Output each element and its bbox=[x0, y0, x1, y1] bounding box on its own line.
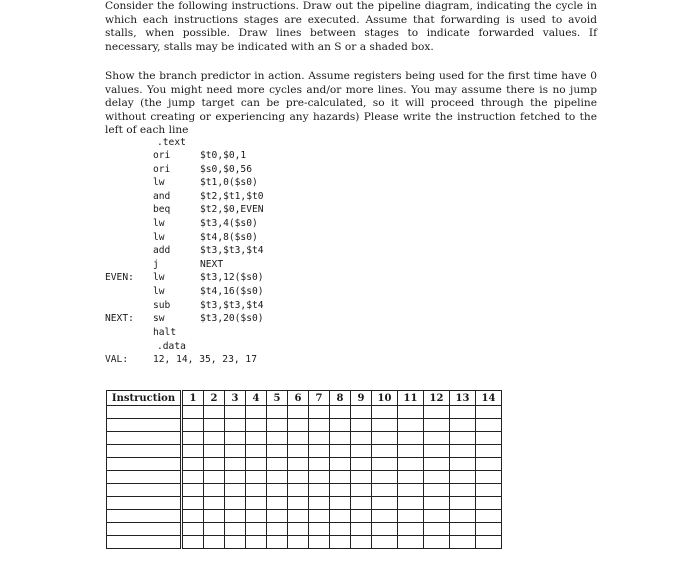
cycle-cell[interactable] bbox=[476, 536, 502, 549]
instruction-cell[interactable] bbox=[107, 419, 182, 432]
cycle-cell[interactable] bbox=[372, 510, 398, 523]
cycle-cell[interactable] bbox=[225, 432, 246, 445]
code-opcode: ori bbox=[153, 163, 171, 175]
cycle-cell[interactable] bbox=[204, 445, 225, 458]
cycle-cell[interactable] bbox=[288, 445, 309, 458]
cycle-cell[interactable] bbox=[309, 484, 330, 497]
code-opcode: lw bbox=[153, 286, 165, 297]
cycle-cell[interactable] bbox=[450, 445, 476, 458]
cycle-cell[interactable] bbox=[372, 497, 398, 510]
instruction-cell[interactable] bbox=[107, 432, 182, 445]
cycle-cell[interactable] bbox=[330, 536, 351, 549]
cycle-cell[interactable] bbox=[204, 471, 225, 484]
cycle-cell[interactable] bbox=[398, 523, 424, 536]
cycle-cell[interactable] bbox=[351, 445, 372, 458]
code-operands: $t2,$0,EVEN bbox=[200, 204, 264, 216]
cycle-cell[interactable] bbox=[204, 523, 225, 536]
cycle-cell[interactable] bbox=[267, 536, 288, 549]
code-opcode: lw bbox=[153, 272, 165, 284]
code-opcode: lw bbox=[153, 231, 165, 243]
cycle-header: 1 bbox=[182, 391, 204, 406]
cycle-cell[interactable] bbox=[351, 458, 372, 471]
cycle-cell[interactable] bbox=[267, 523, 288, 536]
cycle-cell[interactable] bbox=[182, 471, 204, 484]
table-row bbox=[107, 510, 502, 523]
cycle-cell[interactable] bbox=[351, 484, 372, 497]
cycle-cell[interactable] bbox=[246, 471, 267, 484]
table-header-row bbox=[107, 391, 502, 406]
cycle-cell[interactable] bbox=[424, 523, 450, 536]
cycle-cell[interactable] bbox=[398, 445, 424, 458]
table-row bbox=[107, 497, 502, 510]
cycle-cell[interactable] bbox=[267, 445, 288, 458]
cycle-cell[interactable] bbox=[398, 536, 424, 549]
cycle-cell[interactable] bbox=[351, 471, 372, 484]
val-values: 12, 14, 35, 23, 17 bbox=[153, 354, 257, 365]
code-opcode: add bbox=[153, 245, 171, 257]
cycle-cell[interactable] bbox=[225, 471, 246, 484]
code-opcode: and bbox=[153, 190, 171, 202]
code-operands: $t4,8($s0) bbox=[200, 231, 258, 243]
cycle-cell[interactable] bbox=[330, 432, 351, 445]
cycle-cell[interactable] bbox=[246, 419, 267, 432]
cycle-header: 9 bbox=[351, 391, 372, 406]
cycle-cell[interactable] bbox=[267, 419, 288, 432]
cycle-header: 13 bbox=[450, 391, 476, 406]
instruction-cell[interactable] bbox=[107, 484, 182, 497]
cycle-cell[interactable] bbox=[309, 523, 330, 536]
cycle-cell[interactable] bbox=[330, 458, 351, 471]
cycle-cell[interactable] bbox=[288, 458, 309, 471]
cycle-cell[interactable] bbox=[476, 419, 502, 432]
cycle-header: 5 bbox=[267, 391, 288, 406]
cycle-cell[interactable] bbox=[398, 458, 424, 471]
cycle-cell[interactable] bbox=[476, 406, 502, 419]
text-directive: .text bbox=[157, 137, 186, 148]
cycle-cell[interactable] bbox=[246, 497, 267, 510]
cycle-cell[interactable] bbox=[204, 536, 225, 549]
cycle-header: 3 bbox=[225, 391, 246, 406]
cycle-cell[interactable] bbox=[372, 458, 398, 471]
cycle-cell[interactable] bbox=[225, 523, 246, 536]
cycle-cell[interactable] bbox=[398, 484, 424, 497]
cycle-cell[interactable] bbox=[246, 406, 267, 419]
cycle-cell[interactable] bbox=[398, 406, 424, 419]
cycle-cell[interactable] bbox=[372, 406, 398, 419]
cycle-cell[interactable] bbox=[246, 432, 267, 445]
cycle-cell[interactable] bbox=[225, 510, 246, 523]
cycle-header: 11 bbox=[398, 391, 424, 406]
cycle-cell[interactable] bbox=[398, 497, 424, 510]
cycle-cell[interactable] bbox=[450, 536, 476, 549]
cycle-header: 2 bbox=[204, 391, 225, 406]
cycle-cell[interactable] bbox=[246, 458, 267, 471]
cycle-cell[interactable] bbox=[330, 406, 351, 419]
code-operands: $t3,4($s0) bbox=[200, 218, 258, 229]
cycle-cell[interactable] bbox=[424, 406, 450, 419]
cycle-cell[interactable] bbox=[267, 510, 288, 523]
cycle-cell[interactable] bbox=[182, 536, 204, 549]
cycle-cell[interactable] bbox=[288, 523, 309, 536]
cycle-cell[interactable] bbox=[225, 419, 246, 432]
cycle-cell[interactable] bbox=[309, 458, 330, 471]
cycle-cell[interactable] bbox=[288, 536, 309, 549]
cycle-cell[interactable] bbox=[330, 445, 351, 458]
cycle-cell[interactable] bbox=[450, 471, 476, 484]
cycle-cell[interactable] bbox=[204, 458, 225, 471]
code-opcode: halt bbox=[153, 326, 177, 338]
val-label: VAL: bbox=[105, 354, 129, 365]
cycle-cell[interactable] bbox=[204, 432, 225, 445]
code-opcode: lw bbox=[153, 177, 165, 189]
cycle-cell[interactable] bbox=[424, 445, 450, 458]
table-row bbox=[107, 432, 502, 445]
cycle-cell[interactable] bbox=[309, 419, 330, 432]
cycle-header: 6 bbox=[288, 391, 309, 406]
cycle-cell[interactable] bbox=[476, 445, 502, 458]
cycle-cell[interactable] bbox=[309, 432, 330, 445]
cycle-cell[interactable] bbox=[246, 510, 267, 523]
cycle-cell[interactable] bbox=[267, 406, 288, 419]
cycle-cell[interactable] bbox=[372, 432, 398, 445]
instruction-cell[interactable] bbox=[107, 510, 182, 523]
cycle-cell[interactable] bbox=[182, 419, 204, 432]
cycle-cell[interactable] bbox=[288, 510, 309, 523]
cycle-cell[interactable] bbox=[476, 523, 502, 536]
cycle-cell[interactable] bbox=[182, 497, 204, 510]
cycle-cell[interactable] bbox=[398, 432, 424, 445]
table-row bbox=[107, 523, 502, 536]
table-row bbox=[107, 471, 502, 484]
cycle-cell[interactable] bbox=[246, 484, 267, 497]
cycle-cell[interactable] bbox=[476, 484, 502, 497]
cycle-cell[interactable] bbox=[182, 484, 204, 497]
instruction-cell[interactable] bbox=[107, 471, 182, 484]
table-row bbox=[107, 536, 502, 549]
code-operands: $t3,$t3,$t4 bbox=[200, 245, 264, 257]
cycle-cell[interactable] bbox=[476, 471, 502, 484]
table-row bbox=[107, 458, 502, 471]
table-row bbox=[107, 419, 502, 432]
cycle-cell[interactable] bbox=[398, 510, 424, 523]
cycle-cell[interactable] bbox=[351, 536, 372, 549]
cycle-cell[interactable] bbox=[225, 484, 246, 497]
instruction-cell[interactable] bbox=[107, 497, 182, 510]
cycle-cell[interactable] bbox=[246, 536, 267, 549]
cycle-cell[interactable] bbox=[267, 497, 288, 510]
cycle-cell[interactable] bbox=[288, 484, 309, 497]
cycle-cell[interactable] bbox=[204, 510, 225, 523]
cycle-cell[interactable] bbox=[267, 458, 288, 471]
cycle-cell[interactable] bbox=[288, 497, 309, 510]
pipeline-diagram-table bbox=[106, 390, 502, 549]
cycle-cell[interactable] bbox=[351, 510, 372, 523]
table-row bbox=[107, 445, 502, 458]
instruction-cell[interactable] bbox=[107, 406, 182, 419]
cycle-cell[interactable] bbox=[330, 484, 351, 497]
code-operands: $t3,$t3,$t4 bbox=[200, 299, 264, 311]
cycle-header: 8 bbox=[330, 391, 351, 406]
code-opcode: sub bbox=[153, 299, 171, 311]
cycle-cell[interactable] bbox=[267, 432, 288, 445]
cycle-cell[interactable] bbox=[204, 497, 225, 510]
cycle-cell[interactable] bbox=[288, 432, 309, 445]
cycle-cell[interactable] bbox=[309, 406, 330, 419]
cycle-cell[interactable] bbox=[246, 445, 267, 458]
cycle-cell[interactable] bbox=[330, 419, 351, 432]
problem-paragraph-1: Consider the following instructions. Draw out the pipeline diagram, indicating the cycle in which each instructions stages are executed. Assume that forwarding is used to avoid stalls, when possible. Draw lines between stages to indicate forwarded values. If necessary, stalls may be indicated with an S or a shaded box. bbox=[105, 0, 597, 53]
code-label: NEXT: bbox=[105, 313, 134, 325]
table-row bbox=[107, 406, 502, 419]
instruction-cell[interactable] bbox=[107, 523, 182, 536]
cycle-cell[interactable] bbox=[450, 484, 476, 497]
cycle-cell[interactable] bbox=[351, 419, 372, 432]
cycle-cell[interactable] bbox=[288, 406, 309, 419]
cycle-cell[interactable] bbox=[372, 445, 398, 458]
cycle-cell[interactable] bbox=[450, 432, 476, 445]
cycle-cell[interactable] bbox=[372, 536, 398, 549]
cycle-cell[interactable] bbox=[330, 523, 351, 536]
code-operands: $t4,16($s0) bbox=[200, 286, 264, 297]
cycle-cell[interactable] bbox=[424, 458, 450, 471]
cycle-cell[interactable] bbox=[225, 445, 246, 458]
code-operands: $t1,0($s0) bbox=[200, 177, 258, 189]
code-operands: $t3,20($s0) bbox=[200, 313, 264, 325]
code-operands: NEXT bbox=[200, 258, 224, 270]
cycle-cell[interactable] bbox=[424, 536, 450, 549]
cycle-cell[interactable] bbox=[330, 510, 351, 523]
cycle-cell[interactable] bbox=[424, 510, 450, 523]
cycle-cell[interactable] bbox=[246, 523, 267, 536]
cycle-cell[interactable] bbox=[182, 523, 204, 536]
code-operands: $t2,$t1,$t0 bbox=[200, 190, 264, 202]
cycle-header: 4 bbox=[246, 391, 267, 406]
code-opcode: j bbox=[153, 258, 159, 270]
cycle-cell[interactable] bbox=[351, 432, 372, 445]
cycle-cell[interactable] bbox=[450, 510, 476, 523]
cycle-cell[interactable] bbox=[204, 406, 225, 419]
cycle-cell[interactable] bbox=[372, 471, 398, 484]
cycle-cell[interactable] bbox=[309, 445, 330, 458]
cycle-cell[interactable] bbox=[450, 523, 476, 536]
cycle-cell[interactable] bbox=[450, 419, 476, 432]
cycle-cell[interactable] bbox=[288, 471, 309, 484]
cycle-cell[interactable] bbox=[309, 497, 330, 510]
table-row bbox=[107, 484, 502, 497]
cycle-cell[interactable] bbox=[424, 432, 450, 445]
instruction-cell[interactable] bbox=[107, 458, 182, 471]
code-opcode: sw bbox=[153, 313, 165, 325]
code-label: EVEN: bbox=[105, 272, 134, 284]
code-opcode: beq bbox=[153, 204, 171, 216]
cycle-cell[interactable] bbox=[225, 536, 246, 549]
cycle-cell[interactable] bbox=[182, 406, 204, 419]
cycle-cell[interactable] bbox=[225, 497, 246, 510]
cycle-cell[interactable] bbox=[225, 458, 246, 471]
cycle-header: 10 bbox=[372, 391, 398, 406]
cycle-cell[interactable] bbox=[330, 471, 351, 484]
cycle-cell[interactable] bbox=[372, 484, 398, 497]
cycle-cell[interactable] bbox=[450, 497, 476, 510]
instruction-header: Instruction bbox=[107, 391, 182, 406]
cycle-cell[interactable] bbox=[288, 419, 309, 432]
cycle-cell[interactable] bbox=[182, 432, 204, 445]
cycle-cell[interactable] bbox=[204, 419, 225, 432]
cycle-cell[interactable] bbox=[424, 471, 450, 484]
cycle-header: 7 bbox=[309, 391, 330, 406]
code-opcode: ori bbox=[153, 150, 171, 161]
instruction-cell[interactable] bbox=[107, 445, 182, 458]
cycle-cell[interactable] bbox=[330, 497, 351, 510]
cycle-cell[interactable] bbox=[424, 484, 450, 497]
cycle-cell[interactable] bbox=[372, 419, 398, 432]
code-operands: $s0,$0,56 bbox=[200, 163, 252, 175]
cycle-cell[interactable] bbox=[476, 458, 502, 471]
cycle-cell[interactable] bbox=[424, 497, 450, 510]
cycle-cell[interactable] bbox=[309, 471, 330, 484]
cycle-cell[interactable] bbox=[351, 497, 372, 510]
cycle-cell[interactable] bbox=[267, 471, 288, 484]
cycle-header: 14 bbox=[476, 391, 502, 406]
cycle-cell[interactable] bbox=[204, 484, 225, 497]
cycle-cell[interactable] bbox=[182, 510, 204, 523]
cycle-cell[interactable] bbox=[309, 536, 330, 549]
code-operands: $t3,12($s0) bbox=[200, 272, 264, 284]
instruction-cell[interactable] bbox=[107, 536, 182, 549]
cycle-cell[interactable] bbox=[309, 510, 330, 523]
cycle-cell[interactable] bbox=[372, 523, 398, 536]
cycle-cell[interactable] bbox=[351, 523, 372, 536]
cycle-cell[interactable] bbox=[225, 406, 246, 419]
code-opcode: lw bbox=[153, 218, 165, 229]
cycle-cell[interactable] bbox=[450, 458, 476, 471]
cycle-cell[interactable] bbox=[398, 419, 424, 432]
cycle-cell[interactable] bbox=[351, 406, 372, 419]
data-directive: .data bbox=[157, 341, 186, 352]
cycle-cell[interactable] bbox=[476, 497, 502, 510]
cycle-cell[interactable] bbox=[476, 432, 502, 445]
code-operands: $t0,$0,1 bbox=[200, 150, 247, 161]
cycle-cell[interactable] bbox=[398, 471, 424, 484]
cycle-cell[interactable] bbox=[450, 406, 476, 419]
cycle-header: 12 bbox=[424, 391, 450, 406]
cycle-cell[interactable] bbox=[267, 484, 288, 497]
cycle-cell[interactable] bbox=[476, 510, 502, 523]
cycle-cell[interactable] bbox=[424, 419, 450, 432]
problem-paragraph-2: Show the branch predictor in action. Assume registers being used for the first time have 0 values. You might need more cycles and/or more lines. You may assume there is no jump delay (the jump target can be pre-calculated, so it will proceed through the pipeline without creating or experiencing any hazards) Please write the instruction fetched to the left of each line bbox=[105, 70, 597, 137]
cycle-cell[interactable] bbox=[182, 445, 204, 458]
cycle-cell[interactable] bbox=[182, 458, 204, 471]
